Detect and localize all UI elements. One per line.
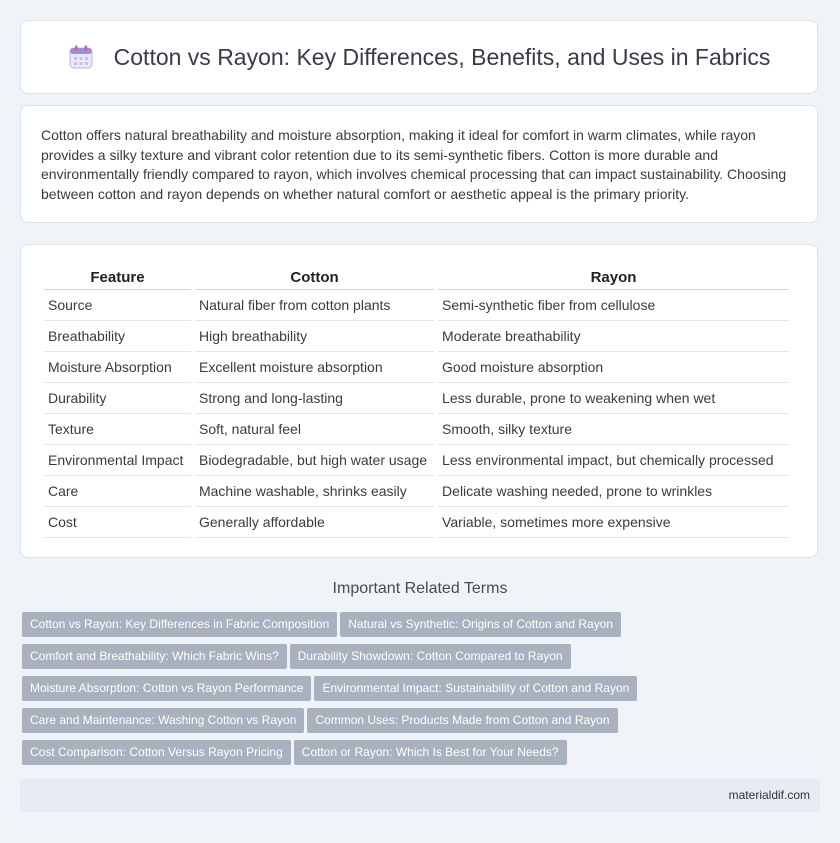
cell-cotton: Excellent moisture absorption <box>195 352 434 383</box>
cell-rayon: Moderate breathability <box>438 321 789 352</box>
cell-rayon: Less environmental impact, but chemically processed <box>438 445 789 476</box>
cell-rayon: Less durable, prone to weakening when wet <box>438 383 789 414</box>
cell-feature: Durability <box>44 383 191 414</box>
related-term-tag[interactable]: Cotton or Rayon: Which Is Best for Your Needs? <box>294 740 567 765</box>
page-title-text: Cotton vs Rayon: Key Differences, Benefits, and Uses in Fabrics <box>113 43 771 70</box>
cell-cotton: Soft, natural feel <box>195 414 434 445</box>
related-term-tag[interactable]: Care and Maintenance: Washing Cotton vs Rayon <box>22 708 304 733</box>
related-term-tag[interactable]: Natural vs Synthetic: Origins of Cotton and Rayon <box>340 612 621 637</box>
cell-feature: Source <box>44 290 191 321</box>
header-rayon: Rayon <box>438 265 789 290</box>
cell-cotton: Generally affordable <box>195 507 434 538</box>
related-terms-list <box>22 612 822 772</box>
cell-rayon: Semi-synthetic fiber from cellulose <box>438 290 789 321</box>
footer <box>20 779 820 812</box>
cell-cotton: High breathability <box>195 321 434 352</box>
page-title <box>68 44 771 71</box>
cell-cotton: Natural fiber from cotton plants <box>195 290 434 321</box>
table-row <box>44 352 789 383</box>
cell-cotton: Strong and long-lasting <box>195 383 434 414</box>
comparison-table-card <box>20 244 818 558</box>
cell-rayon: Variable, sometimes more expensive <box>438 507 789 538</box>
table-row <box>44 476 789 507</box>
header-feature: Feature <box>44 265 191 290</box>
cell-feature: Cost <box>44 507 191 538</box>
table-row <box>44 321 789 352</box>
footer-site[interactable]: materialdif.com <box>728 788 810 802</box>
cell-feature: Breathability <box>44 321 191 352</box>
intro-paragraph: Cotton offers natural breathability and moisture absorption, making it ideal for comfort in warm climates, while rayon provides a silky texture and vibrant color retention due to its semi-synthetic fibers. Cotton is more durable and environmentally friendly compared to rayon, which involves chemical processing that can impact sustainability. Choosing between cotton and rayon depends on whether natural comfort or aesthetic appeal is the primary priority. <box>41 127 787 202</box>
table-row <box>44 383 789 414</box>
title-card <box>20 20 818 94</box>
cell-feature: Care <box>44 476 191 507</box>
table-header-row <box>44 265 789 290</box>
header-cotton: Cotton <box>195 265 434 290</box>
cell-feature: Environmental Impact <box>44 445 191 476</box>
cell-cotton: Machine washable, shrinks easily <box>195 476 434 507</box>
related-terms-heading: Important Related Terms <box>332 580 508 597</box>
table-row <box>44 290 789 321</box>
related-term-tag[interactable]: Durability Showdown: Cotton Compared to Rayon <box>290 644 571 669</box>
cell-rayon: Smooth, silky texture <box>438 414 789 445</box>
table-row <box>44 507 789 538</box>
cell-feature: Moisture Absorption <box>44 352 191 383</box>
table-row <box>44 414 789 445</box>
cell-rayon: Good moisture absorption <box>438 352 789 383</box>
cell-cotton: Biodegradable, but high water usage <box>195 445 434 476</box>
cell-feature: Texture <box>44 414 191 445</box>
related-term-tag[interactable]: Common Uses: Products Made from Cotton and Rayon <box>307 708 617 733</box>
related-term-tag[interactable]: Comfort and Breathability: Which Fabric Wins? <box>22 644 287 669</box>
related-term-tag[interactable]: Moisture Absorption: Cotton vs Rayon Performance <box>22 676 311 701</box>
related-term-tag[interactable]: Cost Comparison: Cotton Versus Rayon Pricing <box>22 740 291 765</box>
comparison-table <box>40 265 793 538</box>
cell-rayon: Delicate washing needed, prone to wrinkles <box>438 476 789 507</box>
related-term-tag[interactable]: Environmental Impact: Sustainability of Cotton and Rayon <box>314 676 637 701</box>
table-row <box>44 445 789 476</box>
calendar-icon <box>68 44 94 70</box>
intro-card <box>20 105 818 223</box>
related-term-tag[interactable]: Cotton vs Rayon: Key Differences in Fabric Composition <box>22 612 337 637</box>
